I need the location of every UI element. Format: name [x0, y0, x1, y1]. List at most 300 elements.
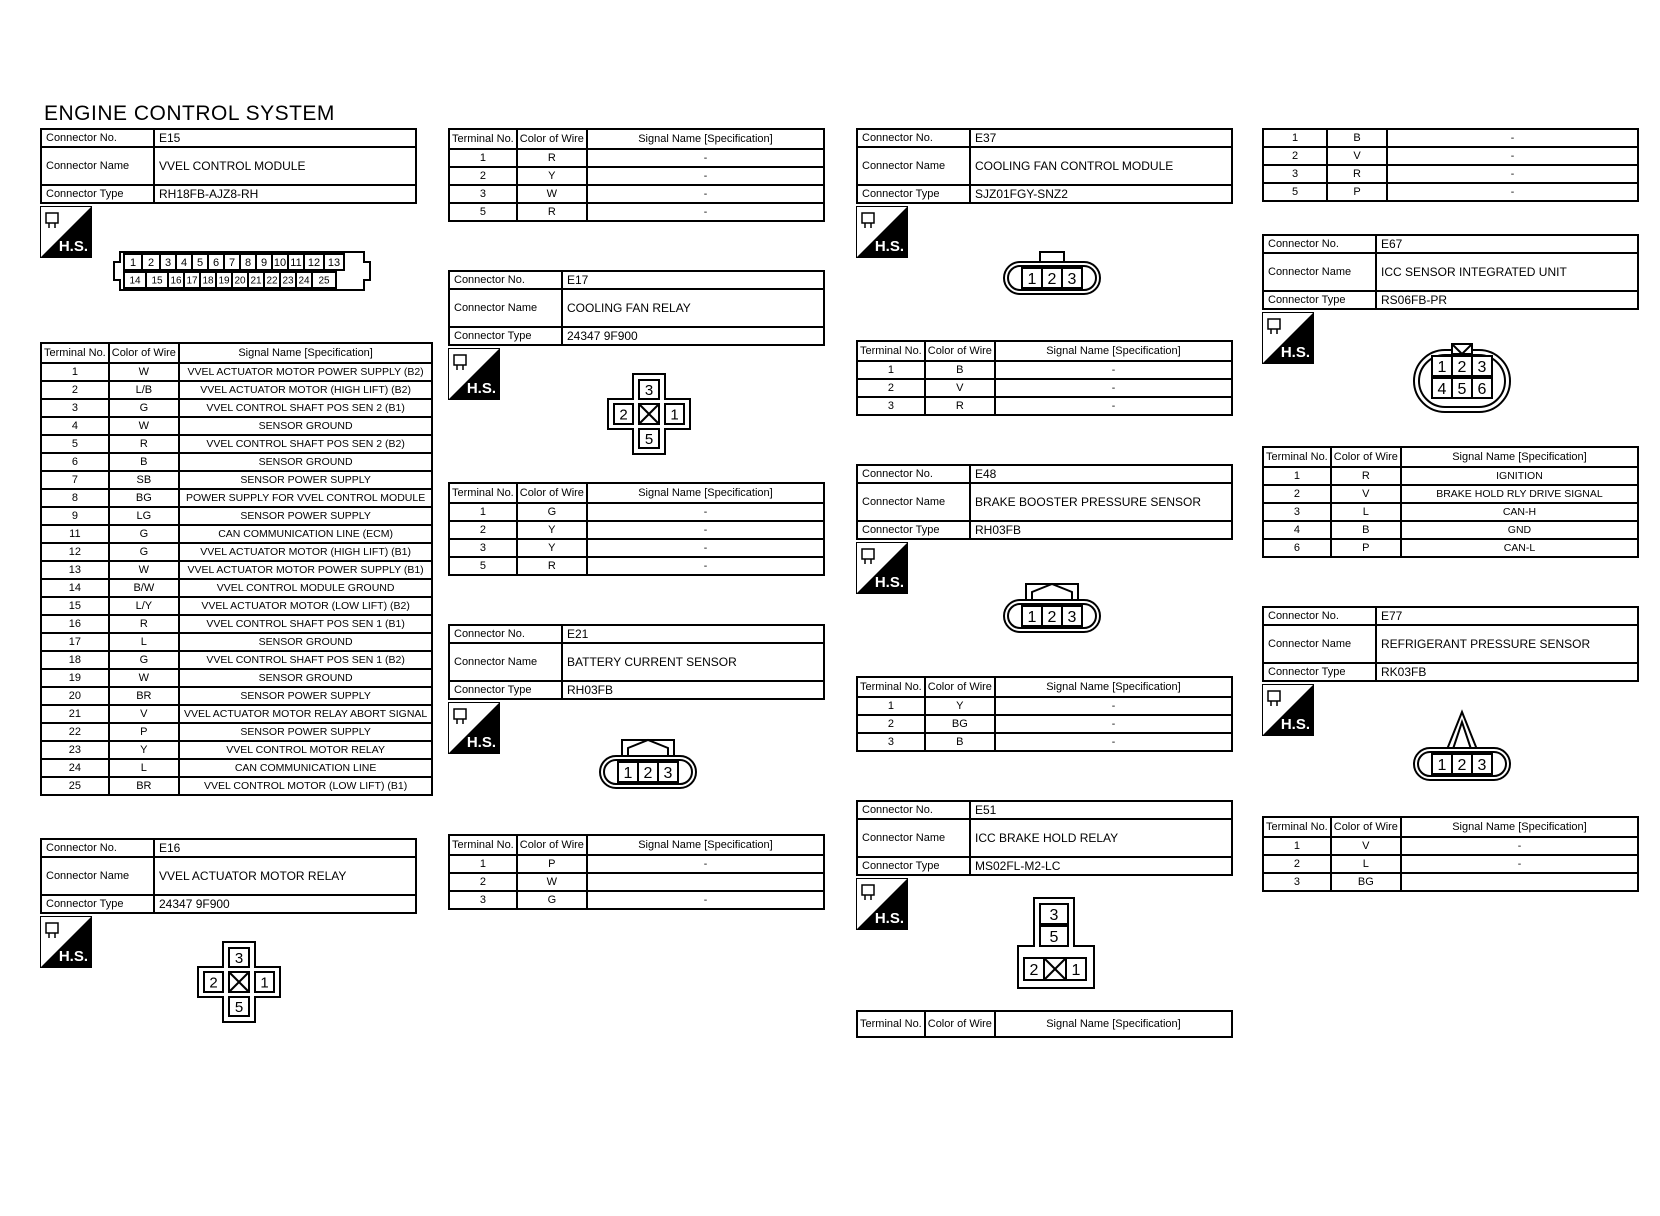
table-row	[449, 167, 824, 185]
terminal-no-cell: 1	[41, 363, 109, 381]
e48-signal-table	[856, 676, 1233, 752]
e17-connector-face	[606, 372, 692, 456]
terminal-no-cell: 1	[857, 361, 925, 379]
terminal-no-cell: 3	[1263, 873, 1331, 891]
label-connector-no: Connector No.	[857, 801, 970, 819]
label-connector-name: Connector Name	[449, 643, 562, 681]
e15-connector-name: VVEL CONTROL MODULE	[154, 147, 416, 185]
table-row	[41, 471, 432, 489]
e48-connector-face	[1002, 578, 1102, 636]
table-row	[41, 615, 432, 633]
pin-label: 3	[1477, 358, 1487, 376]
wire-color-cell: L/B	[109, 381, 179, 399]
header-signal-name: Signal Name [Specification]	[179, 343, 432, 363]
e17-connector-no: E17	[562, 271, 824, 289]
pin-label: 1	[670, 406, 679, 424]
label-connector-type: Connector Type	[857, 521, 970, 539]
wire-color-cell: B	[109, 453, 179, 471]
table-row	[857, 733, 1232, 751]
terminal-no-cell: 4	[41, 417, 109, 435]
signal-name-cell	[1401, 873, 1638, 891]
wire-color-cell: V	[1327, 147, 1387, 165]
wire-color-cell: B/W	[109, 579, 179, 597]
pin-label: 1	[1071, 961, 1081, 979]
table-row	[41, 525, 432, 543]
wire-color-cell: B	[1331, 521, 1401, 539]
terminal-no-cell: 18	[41, 651, 109, 669]
e51-connector-face	[1012, 896, 1100, 992]
pin-label: 5	[1457, 380, 1467, 398]
e17-connector-info	[448, 270, 825, 346]
wire-color-cell: B	[925, 361, 995, 379]
terminal-no-cell: 15	[41, 597, 109, 615]
table-row	[1263, 129, 1638, 147]
pin-label: 3	[663, 764, 673, 782]
page-title: ENGINE CONTROL SYSTEM	[44, 102, 335, 125]
pin-label: 5	[234, 998, 244, 1016]
e17-connector-name: COOLING FAN RELAY	[562, 289, 824, 327]
signal-name-cell: -	[1401, 837, 1638, 855]
table-row	[1263, 837, 1638, 855]
e21-signal-table	[448, 834, 825, 910]
terminal-no-cell: 3	[449, 891, 517, 909]
terminal-no-cell: 1	[449, 149, 517, 167]
pin-label: 1	[623, 764, 633, 782]
pin-label: 14	[129, 275, 141, 287]
e77-connector-type: RK03FB	[1376, 663, 1638, 681]
terminal-no-cell: 1	[449, 855, 517, 873]
signal-name-cell: CAN-L	[1401, 539, 1638, 557]
signal-name-cell: VVEL CONTROL MOTOR RELAY	[179, 741, 432, 759]
signal-name-cell: -	[1401, 855, 1638, 873]
table-row	[41, 507, 432, 525]
wire-color-cell: R	[517, 149, 587, 167]
table-row	[41, 579, 432, 597]
latch-tab	[1452, 344, 1472, 354]
wire-color-cell: G	[109, 543, 179, 561]
terminal-no-cell: 1	[1263, 129, 1327, 147]
table-row	[41, 651, 432, 669]
header-terminal-no: Terminal No.	[1263, 447, 1331, 467]
e16-connector-type: 24347 9F900	[154, 895, 416, 913]
e16-connector-face	[196, 940, 282, 1024]
e37-connector-name: COOLING FAN CONTROL MODULE	[970, 147, 1232, 185]
e16-connector-name: VVEL ACTUATOR MOTOR RELAY	[154, 857, 416, 895]
signal-name-cell: VVEL ACTUATOR MOTOR POWER SUPPLY (B1)	[179, 561, 432, 579]
label-connector-name: Connector Name	[41, 147, 154, 185]
e17-signal-table	[448, 482, 825, 576]
signal-name-cell: VVEL CONTROL SHAFT POS SEN 2 (B1)	[179, 399, 432, 417]
terminal-no-cell: 11	[41, 525, 109, 543]
label-connector-type: Connector Type	[1263, 663, 1376, 681]
header-terminal-no: Terminal No.	[449, 835, 517, 855]
label-connector-no: Connector No.	[449, 271, 562, 289]
label-connector-name: Connector Name	[857, 147, 970, 185]
e37-signal-table	[856, 340, 1233, 416]
table-row	[41, 561, 432, 579]
e17-connector-type: 24347 9F900	[562, 327, 824, 345]
wire-color-cell: V	[925, 379, 995, 397]
hs-harness-side-icon: H.S.	[448, 348, 500, 400]
header-color-of-wire: Color of Wire	[925, 1011, 995, 1037]
terminal-no-cell: 17	[41, 633, 109, 651]
pin-label: 3	[1049, 906, 1059, 924]
terminal-no-cell: 7	[41, 471, 109, 489]
label-connector-type: Connector Type	[449, 327, 562, 345]
wire-color-cell: W	[109, 417, 179, 435]
terminal-no-cell: 2	[1263, 855, 1331, 873]
terminal-no-cell: 24	[41, 759, 109, 777]
table-row	[41, 687, 432, 705]
terminal-no-cell: 5	[449, 557, 517, 575]
hs-harness-side-icon: H.S.	[856, 206, 908, 258]
pin-label: 2	[209, 974, 218, 992]
signal-name-cell: -	[587, 149, 824, 167]
wire-color-cell: Y	[109, 741, 179, 759]
signal-name-cell: -	[587, 891, 824, 909]
label-connector-type: Connector Type	[857, 185, 970, 203]
table-row	[41, 759, 432, 777]
pin-label: 16	[170, 275, 182, 287]
signal-name-cell: SENSOR GROUND	[179, 669, 432, 687]
signal-name-cell: CAN COMMUNICATION LINE	[179, 759, 432, 777]
wire-color-cell: G	[109, 651, 179, 669]
wire-color-cell: Y	[517, 539, 587, 557]
table-row	[1263, 485, 1638, 503]
pin-label: 3	[1067, 608, 1077, 626]
terminal-no-cell: 2	[449, 873, 517, 891]
terminal-no-cell: 3	[857, 733, 925, 751]
header-terminal-no: Terminal No.	[449, 129, 517, 149]
label-connector-name: Connector Name	[857, 819, 970, 857]
pin-label: 2	[643, 764, 653, 782]
signal-name-cell: -	[995, 379, 1232, 397]
e48-connector-name: BRAKE BOOSTER PRESSURE SENSOR	[970, 483, 1232, 521]
terminal-no-cell: 6	[41, 453, 109, 471]
table-row	[41, 543, 432, 561]
pin-label: 1	[260, 974, 269, 992]
header-color-of-wire: Color of Wire	[925, 341, 995, 361]
hs-harness-side-icon: H.S.	[856, 878, 908, 930]
wire-color-cell: W	[109, 561, 179, 579]
terminal-no-cell: 1	[449, 503, 517, 521]
pin-label: 1	[1027, 270, 1037, 288]
wire-color-cell: P	[109, 723, 179, 741]
e21-connector-face	[598, 734, 698, 792]
header-color-of-wire: Color of Wire	[517, 835, 587, 855]
wire-color-cell: Y	[925, 697, 995, 715]
signal-name-cell: -	[587, 203, 824, 221]
label-connector-no: Connector No.	[857, 465, 970, 483]
table-row	[41, 399, 432, 417]
table-row	[449, 203, 824, 221]
signal-name-cell: BRAKE HOLD RLY DRIVE SIGNAL	[1401, 485, 1638, 503]
e15-connector-no: E15	[154, 129, 416, 147]
wire-color-cell: R	[517, 557, 587, 575]
terminal-no-cell: 23	[41, 741, 109, 759]
header-signal-name: Signal Name [Specification]	[995, 341, 1232, 361]
table-row	[449, 503, 824, 521]
terminal-no-cell: 19	[41, 669, 109, 687]
signal-name-cell: VVEL CONTROL MOTOR (LOW LIFT) (B1)	[179, 777, 432, 795]
signal-name-cell: IGNITION	[1401, 467, 1638, 485]
pin-label: 9	[260, 256, 268, 269]
table-row	[41, 417, 432, 435]
wire-color-cell: BR	[109, 687, 179, 705]
table-row	[1263, 467, 1638, 485]
e37-connector-info	[856, 128, 1233, 204]
e77-signal-table	[1262, 816, 1639, 892]
header-terminal-no: Terminal No.	[41, 343, 109, 363]
terminal-no-cell: 3	[1263, 165, 1327, 183]
hs-harness-side-icon: H.S.	[40, 916, 92, 968]
pin-label: 3	[644, 381, 654, 399]
label-connector-name: Connector Name	[41, 857, 154, 895]
pin-label: 2	[1029, 961, 1039, 979]
terminal-no-cell: 3	[857, 397, 925, 415]
signal-name-cell: POWER SUPPLY FOR VVEL CONTROL MODULE	[179, 489, 432, 507]
signal-name-cell: -	[995, 697, 1232, 715]
table-row	[41, 363, 432, 381]
table-row	[857, 397, 1232, 415]
terminal-no-cell: 2	[857, 379, 925, 397]
pin-label: 4	[180, 256, 188, 269]
signal-name-cell: VVEL ACTUATOR MOTOR (HIGH LIFT) (B2)	[179, 381, 432, 399]
table-row	[449, 185, 824, 203]
e51-signal-table-continued	[1262, 128, 1639, 202]
signal-name-cell: VVEL CONTROL SHAFT POS SEN 1 (B1)	[179, 615, 432, 633]
header-color-of-wire: Color of Wire	[1331, 447, 1401, 467]
pin-label: 5	[644, 430, 654, 448]
wire-color-cell: R	[109, 435, 179, 453]
e77-connector-name: REFRIGERANT PRESSURE SENSOR	[1376, 625, 1638, 663]
wire-color-cell: P	[1331, 539, 1401, 557]
pin-label: 10	[273, 256, 287, 269]
signal-name-cell: -	[587, 521, 824, 539]
table-row	[41, 597, 432, 615]
label-connector-name: Connector Name	[1263, 253, 1376, 291]
pin-label: 3	[234, 949, 244, 967]
header-signal-name: Signal Name [Specification]	[995, 1011, 1232, 1037]
pin-label: 18	[202, 275, 214, 287]
hs-harness-side-icon: H.S.	[1262, 312, 1314, 364]
wire-color-cell: L	[109, 633, 179, 651]
e21-connector-type: RH03FB	[562, 681, 824, 699]
pin-label: 2	[1457, 756, 1467, 774]
pin-label: 3	[1067, 270, 1077, 288]
e48-connector-info	[856, 464, 1233, 540]
table-row	[1263, 539, 1638, 557]
table-row	[857, 697, 1232, 715]
pin-label: 6	[212, 256, 220, 269]
table-row	[1263, 183, 1638, 201]
pin-label: 12	[307, 256, 321, 269]
terminal-no-cell: 3	[41, 399, 109, 417]
wire-color-cell: G	[517, 503, 587, 521]
e15-connector-info	[40, 128, 417, 204]
label-connector-type: Connector Type	[41, 895, 154, 913]
signal-name-cell: GND	[1401, 521, 1638, 539]
e51-connector-type: MS02FL-M2-LC	[970, 857, 1232, 875]
wire-color-cell: W	[109, 669, 179, 687]
wire-color-cell: BG	[925, 715, 995, 733]
signal-name-cell: -	[587, 503, 824, 521]
signal-name-cell: -	[587, 167, 824, 185]
pin-label: 22	[266, 275, 278, 287]
wire-color-cell: BG	[109, 489, 179, 507]
hs-harness-side-icon: H.S.	[1262, 684, 1314, 736]
signal-name-cell: -	[1387, 129, 1638, 147]
wire-color-cell: Y	[517, 167, 587, 185]
header-color-of-wire: Color of Wire	[925, 677, 995, 697]
wire-color-cell: P	[517, 855, 587, 873]
e67-connector-type: RS06FB-PR	[1376, 291, 1638, 309]
signal-name-cell: VVEL CONTROL SHAFT POS SEN 2 (B2)	[179, 435, 432, 453]
pin-label: 7	[228, 256, 236, 269]
signal-name-cell: -	[1387, 147, 1638, 165]
pin-label: 23	[282, 275, 294, 287]
terminal-no-cell: 5	[449, 203, 517, 221]
hs-harness-side-icon: H.S.	[856, 542, 908, 594]
e67-connector-name: ICC SENSOR INTEGRATED UNIT	[1376, 253, 1638, 291]
wire-color-cell: L	[1331, 503, 1401, 521]
signal-name-cell: SENSOR GROUND	[179, 633, 432, 651]
wire-color-cell: L/Y	[109, 597, 179, 615]
wire-color-cell: V	[1331, 485, 1401, 503]
signal-name-cell: SENSOR GROUND	[179, 417, 432, 435]
wire-color-cell: B	[925, 733, 995, 751]
wire-color-cell: V	[109, 705, 179, 723]
signal-name-cell: -	[995, 715, 1232, 733]
signal-name-cell: -	[587, 185, 824, 203]
table-row	[449, 557, 824, 575]
pin-label: 1	[129, 256, 137, 269]
label-connector-no: Connector No.	[857, 129, 970, 147]
signal-name-cell: VVEL ACTUATOR MOTOR POWER SUPPLY (B2)	[179, 363, 432, 381]
label-connector-type: Connector Type	[1263, 291, 1376, 309]
wire-color-cell: B	[1327, 129, 1387, 147]
pin-label: 11	[290, 256, 302, 269]
pin-label: 25	[318, 275, 330, 287]
label-connector-no: Connector No.	[1263, 235, 1376, 253]
table-row	[41, 381, 432, 399]
signal-name-cell: -	[587, 855, 824, 873]
e51-connector-name: ICC BRAKE HOLD RELAY	[970, 819, 1232, 857]
wire-color-cell: BR	[109, 777, 179, 795]
pin-label: 3	[164, 256, 172, 269]
terminal-no-cell: 5	[1263, 183, 1327, 201]
signal-name-cell: CAN COMMUNICATION LINE (ECM)	[179, 525, 432, 543]
e48-connector-type: RH03FB	[970, 521, 1232, 539]
terminal-no-cell: 3	[449, 185, 517, 203]
pin-label: 6	[1477, 380, 1487, 398]
header-color-of-wire: Color of Wire	[517, 483, 587, 503]
table-row	[41, 705, 432, 723]
e48-connector-no: E48	[970, 465, 1232, 483]
table-row	[41, 489, 432, 507]
table-row	[857, 361, 1232, 379]
wire-color-cell: R	[517, 203, 587, 221]
wire-color-cell: G	[517, 891, 587, 909]
wire-color-cell: BG	[1331, 873, 1401, 891]
terminal-no-cell: 2	[857, 715, 925, 733]
terminal-no-cell: 9	[41, 507, 109, 525]
label-connector-no: Connector No.	[41, 129, 154, 147]
terminal-no-cell: 13	[41, 561, 109, 579]
e67-connector-face	[1412, 342, 1512, 416]
terminal-no-cell: 5	[41, 435, 109, 453]
e51-connector-no: E51	[970, 801, 1232, 819]
terminal-no-cell: 2	[41, 381, 109, 399]
header-terminal-no: Terminal No.	[449, 483, 517, 503]
terminal-no-cell: 1	[857, 697, 925, 715]
signal-name-cell: -	[995, 397, 1232, 415]
terminal-no-cell: 6	[1263, 539, 1331, 557]
signal-name-cell: -	[995, 361, 1232, 379]
pin-label: 2	[619, 406, 628, 424]
terminal-no-cell: 20	[41, 687, 109, 705]
table-row	[41, 669, 432, 687]
header-terminal-no: Terminal No.	[857, 341, 925, 361]
label-connector-name: Connector Name	[857, 483, 970, 521]
header-signal-name: Signal Name [Specification]	[587, 483, 824, 503]
signal-name-cell: VVEL ACTUATOR MOTOR (HIGH LIFT) (B1)	[179, 543, 432, 561]
terminal-no-cell: 25	[41, 777, 109, 795]
e16-connector-info	[40, 838, 417, 914]
e67-connector-no: E67	[1376, 235, 1638, 253]
terminal-no-cell: 16	[41, 615, 109, 633]
wire-color-cell: R	[1331, 467, 1401, 485]
terminal-no-cell: 2	[1263, 147, 1327, 165]
table-row	[41, 435, 432, 453]
pin-label: 1	[1027, 608, 1037, 626]
pin-label: 4	[1437, 380, 1447, 398]
table-row	[1263, 147, 1638, 165]
header-terminal-no: Terminal No.	[857, 677, 925, 697]
table-row	[449, 149, 824, 167]
terminal-no-cell: 1	[1263, 837, 1331, 855]
signal-name-cell: VVEL CONTROL SHAFT POS SEN 1 (B2)	[179, 651, 432, 669]
label-connector-name: Connector Name	[449, 289, 562, 327]
wire-color-cell: R	[109, 615, 179, 633]
pin-label: 8	[244, 256, 252, 269]
wire-color-cell: W	[109, 363, 179, 381]
e51-signal-table	[856, 1010, 1233, 1038]
pin-label: 2	[1047, 270, 1057, 288]
signal-name-cell: -	[995, 733, 1232, 751]
signal-name-cell	[587, 873, 824, 891]
header-terminal-no: Terminal No.	[1263, 817, 1331, 837]
pin-label: 3	[1477, 756, 1487, 774]
signal-name-cell: SENSOR POWER SUPPLY	[179, 507, 432, 525]
label-connector-type: Connector Type	[857, 857, 970, 875]
terminal-no-cell: 22	[41, 723, 109, 741]
terminal-no-cell: 12	[41, 543, 109, 561]
table-row	[857, 715, 1232, 733]
signal-name-cell: -	[587, 557, 824, 575]
header-color-of-wire: Color of Wire	[1331, 817, 1401, 837]
e37-connector-no: E37	[970, 129, 1232, 147]
table-row	[41, 723, 432, 741]
terminal-no-cell: 1	[1263, 467, 1331, 485]
label-connector-no: Connector No.	[449, 625, 562, 643]
e16-connector-no: E16	[154, 839, 416, 857]
header-signal-name: Signal Name [Specification]	[587, 835, 824, 855]
e15-signal-table	[40, 342, 428, 796]
header-signal-name: Signal Name [Specification]	[1401, 817, 1638, 837]
label-connector-no: Connector No.	[1263, 607, 1376, 625]
signal-name-cell: -	[587, 539, 824, 557]
